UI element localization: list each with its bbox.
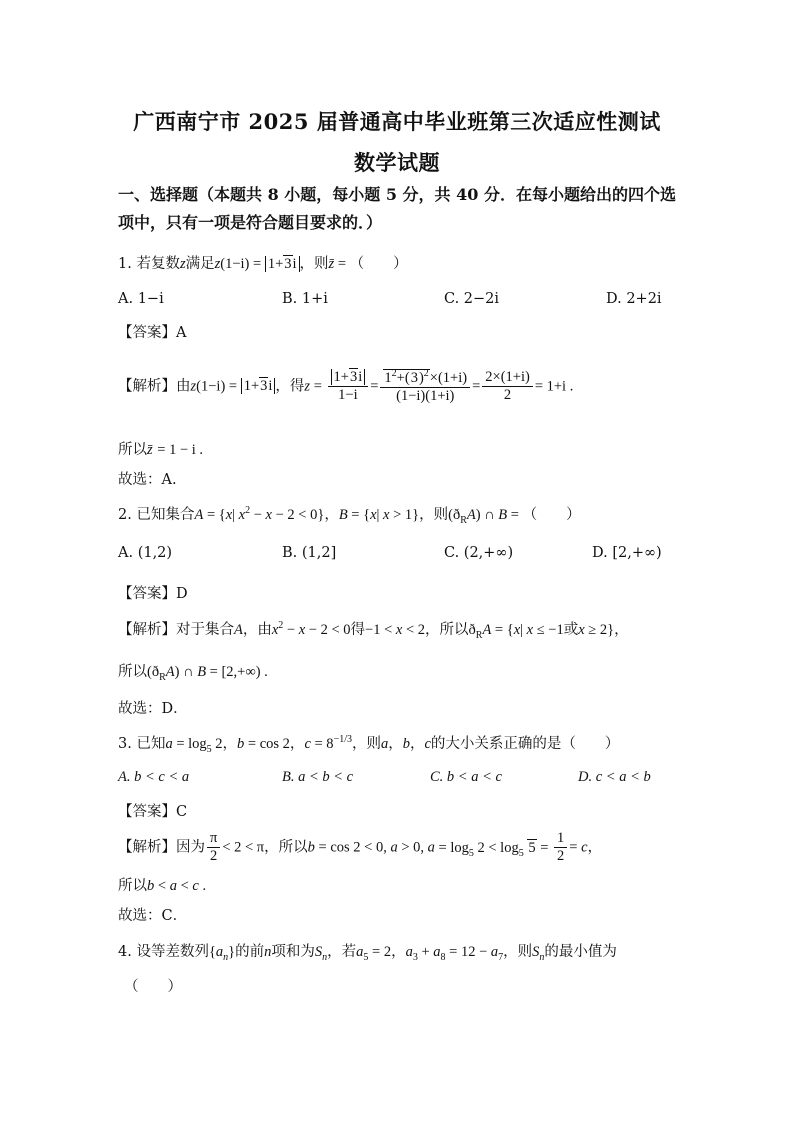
q4-stem-part: 4. 设等差数列 — [118, 944, 209, 960]
q3-fraction-pi: $\frac{\pi}{2}$ — [207, 830, 220, 865]
q1-analysis-mid: ，得 — [275, 378, 305, 395]
q4-stem-part: 的最小值为 — [544, 944, 617, 960]
q2-analysis-part: ，由 — [242, 622, 272, 638]
q2-analysis: 【解析】对于集合A，由$x^2 - x - 2 < 0$得−1 < x < 2，所以$ð_RA = \{x|$ x ≤ −1或x ≥ 2}， — [118, 620, 629, 641]
question-3-stem: 3. 已知$a = \log_5 2$，b = cos 2，$c = 8^{-1/3}$，则a，b，c的大小关系正确的是（ ） — [118, 734, 620, 755]
q2-stem-part: ， — [324, 507, 339, 523]
q2-option-b: B. (1,2] — [282, 545, 337, 561]
question-4-stem: 4. 设等差数列$\{a_n\}$的前n项和为$S_n$，若$a_5 = 2$，$a_3 + a_8 = 12 - a_7$，则$S_n$的最小值为 — [118, 944, 617, 963]
q1-option-a: A. 1−i — [118, 291, 164, 307]
q4-stem-part: 项和为 — [271, 944, 315, 960]
q4-stem-part: 的前 — [235, 944, 265, 960]
q2-answer: 【答案】D — [118, 586, 188, 602]
question-2-stem: 2. 已知集合A = {x| $x^2 - x - 2 < 0$}，B = {x| x > 1}，则$(ð_RA)$ ∩ B = （ ） — [118, 505, 581, 526]
q3-answer: 【答案】C — [118, 804, 188, 820]
q3-analysis-part: ，所以 — [264, 839, 308, 856]
q2-option-a: A. (1,2) — [118, 545, 173, 561]
q3-analysis-part: 【解析】因为 — [118, 839, 205, 856]
q1-choose: 故选：A. — [118, 472, 177, 488]
q3-option-c: C. b < a < c — [430, 769, 502, 785]
q3-option-a: A. b < c < a — [118, 769, 190, 785]
q1-stem-part: ，则 — [299, 256, 329, 272]
q3-option-b: B. a < b < c — [282, 769, 354, 785]
q1-conclusion-label: 所以 — [118, 442, 147, 458]
q2-option-c: C. (2,+∞) — [444, 545, 514, 561]
q1-analysis: 【解析】由z(1−i) = 1+3i ，得z = $\frac{1+3i}{1-i}$ = $\frac{1^2+(3)^2\times(1+i)}{(1-i)(1+i)}$ = $\frac{2\times(1+i)}{2}$ = 1+i . — [118, 368, 574, 404]
q1-stem-part: （ ） — [349, 256, 408, 272]
q2-option-d: D. [2,+∞) — [592, 545, 662, 561]
q3-option-d: D. c < a < b — [578, 769, 651, 785]
q2-stem-part: 2. 已知集合 — [118, 507, 195, 523]
q1-answer: 【答案】A — [118, 325, 187, 341]
q2-stem-part: ，则 — [419, 507, 449, 523]
document-subtitle: 数学试题 — [354, 150, 440, 175]
q1-stem-part: 满足 — [185, 256, 215, 272]
q2-analysis-part: ，所以 — [425, 622, 469, 638]
q2-choose: 故选：D． — [118, 701, 188, 717]
question-1-stem: 1. 若复数z满足z(1−i) = 1+3i ，则z̄ = （ ） — [118, 256, 408, 272]
section-heading-line-1: 一、选择题（本题共 8 小题，每小题 5 分，共 40 分．在每小题给出的四个选 — [118, 185, 676, 204]
q3-stem-part: ，则 — [351, 736, 381, 752]
q4-choice-bracket: （ ） — [124, 979, 182, 995]
q1-conclusion: 所以z̄ = 1 − i . — [118, 442, 204, 458]
q1-fraction-2: $\frac{1^2+(3)^2\times(1+i)}{(1-i)(1+i)}$ — [380, 368, 470, 405]
q1-condition: z — [214, 256, 221, 272]
q1-var: z — [179, 256, 186, 272]
q1-conclusion-value: = 1 − i . — [157, 442, 204, 458]
q3-stem-part: 3. 已知 — [118, 736, 166, 752]
section-heading — [118, 181, 678, 237]
q2-conclusion: 所以$(ð_RA)$ ∩ B = [2,+∞) . — [118, 664, 268, 683]
q1-stem-part: 1. 若复数 — [118, 256, 180, 272]
q2-conclusion-label: 所以 — [118, 664, 147, 680]
q2-analysis-part: 【解析】对于集合 — [118, 622, 234, 638]
q4-stem-part: ，若 — [327, 944, 357, 960]
q3-conclusion-label: 所以 — [118, 878, 147, 894]
section-heading-line-2: 项中，只有一项是符合题目要求的．） — [118, 213, 383, 232]
q2-stem-part: （ ） — [522, 507, 581, 523]
q1-option-c: C. 2−2i — [444, 291, 500, 307]
q1-option-d: D. 2+2i — [606, 291, 662, 307]
q3-analysis: 【解析】因为 $\frac{\pi}{2}$ < 2 < π，所以b = cos 2 < 0, a > 0, $a = \log_5 2 < \log_5 5$ = $\frac{1}{2}$ = c， — [118, 830, 603, 864]
q3-fraction-half: $\frac{1}{2}$ — [554, 830, 567, 865]
q1-fraction-3: $\frac{2\times(1+i)}{2}$ — [482, 369, 533, 404]
q1-modulus: 1+3i — [265, 256, 300, 272]
q1-option-b: B. 1+i — [282, 291, 328, 307]
q4-stem-part: ，则 — [503, 944, 533, 960]
q1-fraction-1: $\frac{1+3i}{1-i}$ — [328, 369, 369, 404]
document-title: 广西南宁市 2025 届普通高中毕业班第三次适应性测试 — [133, 109, 661, 134]
q2-analysis-part: 得 — [350, 622, 366, 638]
q3-conclusion: 所以b < a < c . — [118, 878, 207, 894]
q1-analysis-label: 【解析】由 — [118, 378, 191, 395]
q3-choose: 故选：C． — [118, 908, 188, 924]
q3-stem-part: 的大小关系正确的是（ ） — [430, 736, 620, 752]
